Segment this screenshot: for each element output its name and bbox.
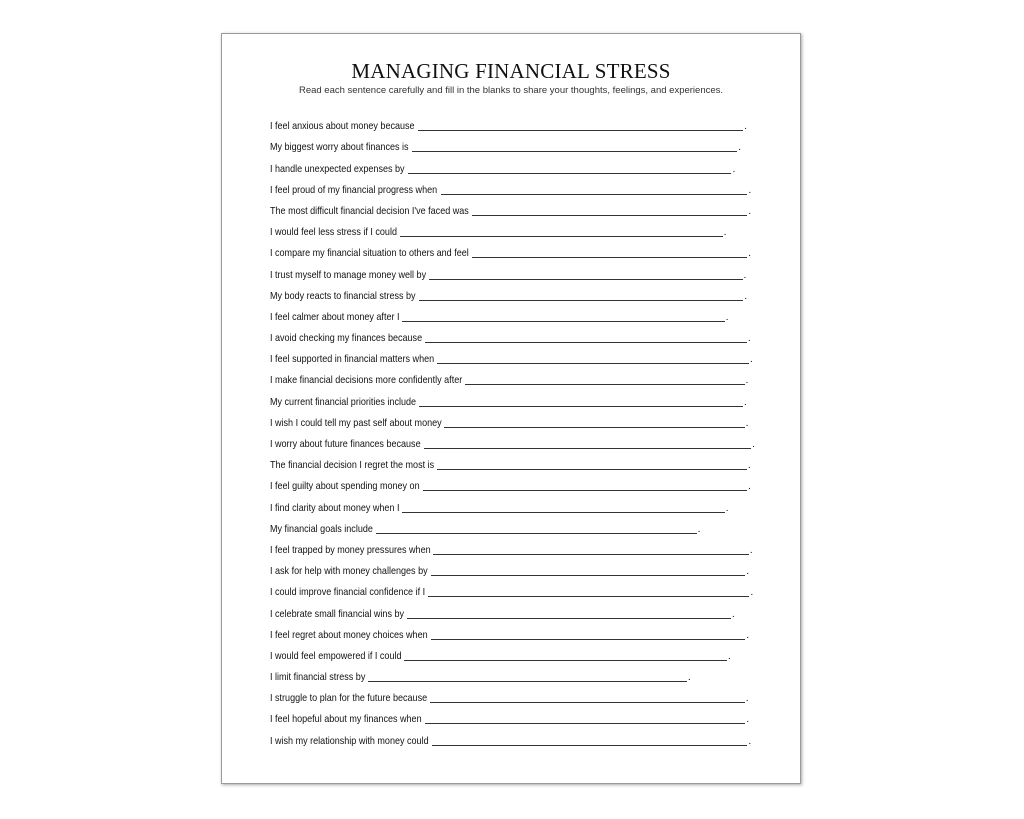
sentence-period: . (745, 692, 749, 705)
answer-blank[interactable] (472, 246, 747, 258)
answer-blank[interactable] (423, 479, 747, 491)
worksheet-title: MANAGING FINANCIAL STRESS (351, 59, 671, 83)
prompt-row (270, 451, 770, 472)
prompt-text: I feel hopeful about my finances when (270, 713, 422, 726)
prompt-text: My body reacts to financial stress by (270, 289, 416, 302)
answer-blank[interactable] (400, 225, 723, 237)
sentence-period: . (748, 183, 752, 196)
prompt-row (270, 663, 770, 684)
sentence-period: . (743, 268, 747, 281)
answer-blank[interactable] (431, 564, 745, 576)
prompt-text: I feel calmer about money after I (270, 310, 400, 323)
prompt-row (270, 303, 770, 324)
prompt-row (270, 260, 770, 281)
answer-blank[interactable] (425, 712, 745, 724)
answer-blank[interactable] (408, 162, 731, 174)
prompt-row (270, 642, 770, 663)
sentence-period: . (725, 310, 729, 323)
prompt-text: I struggle to plan for the future because (270, 692, 428, 705)
answer-blank[interactable] (433, 543, 748, 555)
sentence-period: . (750, 586, 754, 599)
answer-blank[interactable] (444, 416, 744, 428)
answer-blank[interactable] (419, 289, 743, 301)
sentence-period: . (732, 162, 736, 175)
sentence-period: . (749, 353, 753, 366)
answer-blank[interactable] (441, 183, 748, 195)
prompt-row (270, 536, 770, 557)
prompt-row (270, 366, 770, 387)
prompt-text: I feel anxious about money because (270, 120, 415, 133)
answer-blank[interactable] (472, 204, 747, 216)
prompt-row (270, 239, 770, 260)
prompt-text: I find clarity about money when I (270, 501, 400, 514)
answer-blank[interactable] (412, 140, 737, 152)
prompt-text: The financial decision I regret the most is (270, 459, 435, 472)
sentence-period: . (747, 332, 751, 345)
prompt-text: I ask for help with money challenges by (270, 565, 428, 578)
prompt-text: I limit financial stress by (270, 671, 366, 684)
prompt-text: I wish I could tell my past self about money (270, 416, 442, 429)
worksheet-page (221, 33, 801, 784)
prompt-row (270, 154, 770, 175)
answer-blank[interactable] (465, 373, 745, 385)
prompt-text: I could improve financial confidence if I (270, 586, 426, 599)
prompt-text: I compare my financial situation to others and feel (270, 247, 469, 260)
answer-blank[interactable] (368, 670, 687, 682)
prompt-row (270, 197, 770, 218)
prompt-text: I make financial decisions more confidently after (270, 374, 463, 387)
sentence-period: . (743, 395, 747, 408)
prompt-row (270, 176, 770, 197)
prompt-row (270, 282, 770, 303)
sentence-period: . (725, 501, 729, 514)
sentence-period: . (746, 713, 750, 726)
answer-blank[interactable] (429, 268, 743, 280)
sentence-period: . (745, 374, 749, 387)
answer-blank[interactable] (404, 649, 726, 661)
sentence-period: . (738, 141, 741, 154)
prompt-row (270, 112, 770, 133)
prompt-text: I avoid checking my finances because (270, 332, 423, 345)
prompt-row (270, 684, 770, 705)
prompt-row (270, 133, 770, 154)
answer-blank[interactable] (424, 437, 751, 449)
prompt-row (270, 726, 770, 747)
prompt-row (270, 578, 770, 599)
prompt-text: My financial goals include (270, 522, 373, 535)
prompt-row (270, 515, 770, 536)
prompt-text: I feel trapped by money pressures when (270, 543, 431, 556)
sentence-period: . (727, 649, 731, 662)
answer-blank[interactable] (419, 395, 743, 407)
sentence-period: . (745, 416, 749, 429)
sentence-period: . (723, 226, 727, 239)
answer-blank[interactable] (418, 119, 743, 131)
prompt-row (270, 599, 770, 620)
prompt-row (270, 430, 770, 451)
prompt-text: I feel supported in financial matters when (270, 353, 435, 366)
sentence-period: . (687, 671, 691, 684)
answer-blank[interactable] (407, 607, 731, 619)
answer-blank[interactable] (402, 310, 725, 322)
answer-blank[interactable] (430, 691, 745, 703)
prompt-text: I worry about future finances because (270, 438, 421, 450)
sentence-period: . (747, 459, 751, 472)
sentence-period: . (697, 522, 701, 535)
prompt-text: I trust myself to manage money well by (270, 268, 427, 281)
prompt-row (270, 387, 770, 408)
prompt-row (270, 557, 770, 578)
prompt-text: I wish my relationship with money could (270, 734, 429, 747)
prompt-row (270, 409, 770, 430)
sentence-period: . (748, 204, 752, 217)
prompt-text: My biggest worry about finances is (270, 141, 409, 154)
prompt-row (270, 324, 770, 345)
prompt-text: I feel regret about money choices when (270, 628, 428, 641)
prompt-list (270, 112, 770, 748)
answer-blank[interactable] (437, 458, 747, 470)
prompt-text: The most difficult financial decision I've faced was (270, 204, 469, 217)
sentence-period: . (749, 543, 753, 556)
sentence-period: . (744, 120, 748, 133)
prompt-row (270, 621, 770, 642)
prompt-row (270, 493, 770, 514)
prompt-text: I feel guilty about spending money on (270, 480, 420, 493)
prompt-text: I celebrate small financial wins by (270, 607, 405, 620)
answer-blank[interactable] (437, 352, 749, 364)
sentence-period: . (746, 565, 750, 578)
answer-blank[interactable] (376, 522, 697, 534)
prompt-text: I feel proud of my financial progress when (270, 183, 438, 196)
worksheet-instructions: Read each sentence carefully and fill in the blanks to share your thoughts, feelings, and experiences. (298, 85, 724, 96)
answer-blank[interactable] (402, 501, 724, 513)
sentence-period: . (748, 734, 752, 747)
sentence-period: . (752, 438, 756, 450)
prompt-text: I handle unexpected expenses by (270, 162, 405, 175)
sentence-period: . (746, 628, 750, 641)
prompt-row (270, 345, 770, 366)
prompt-text: My current financial priorities include (270, 395, 417, 408)
prompt-row (270, 472, 770, 493)
prompt-text: I would feel empowered if I could (270, 649, 402, 662)
answer-blank[interactable] (428, 585, 749, 597)
answer-blank[interactable] (431, 628, 745, 640)
prompt-row (270, 218, 770, 239)
sentence-period: . (744, 289, 748, 302)
sentence-period: . (731, 607, 735, 620)
sentence-period: . (748, 247, 752, 260)
answer-blank[interactable] (432, 734, 747, 746)
sentence-period: . (747, 480, 751, 493)
answer-blank[interactable] (425, 331, 747, 343)
prompt-row (270, 705, 770, 726)
prompt-text: I would feel less stress if I could (270, 226, 397, 239)
